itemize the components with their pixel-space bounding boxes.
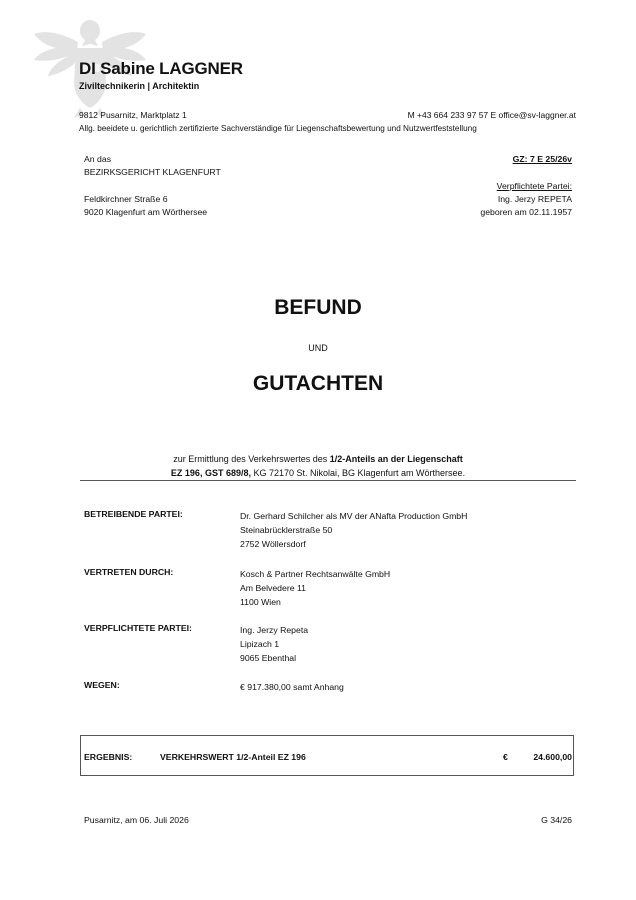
party-value: [240, 567, 390, 609]
footer-place-date: Pusarnitz, am 06. Juli 2026: [84, 815, 189, 825]
title-befund: BEFUND: [274, 296, 362, 319]
letterhead-subtitle: Ziviltechnikerin | Architektin: [79, 81, 200, 91]
party-value: [240, 680, 344, 694]
party-line: 9065 Ebenthal: [240, 653, 297, 663]
party-label: VERPFLICHTETE PARTEI:: [84, 623, 192, 633]
purpose-text: [0, 452, 636, 480]
party-label: WEGEN:: [84, 680, 120, 690]
recipient-city: 9020 Klagenfurt am Wörthersee: [84, 207, 208, 217]
title-und: UND: [308, 343, 328, 353]
recipient-block: [84, 153, 221, 219]
letterhead-address: 9812 Pusarnitz, Marktplatz 1: [79, 110, 187, 120]
recipient-line: An das: [84, 154, 112, 164]
result-box: [80, 735, 574, 776]
divider: [80, 480, 576, 481]
party-label: VERTRETEN DURCH:: [84, 567, 174, 577]
case-block: [480, 153, 572, 219]
result-amount: 24.600,00: [533, 752, 572, 762]
result-text: VERKEHRSWERT 1/2-Anteil EZ 196: [160, 752, 306, 762]
party-value: [240, 509, 467, 551]
result-label: ERGEBNIS:: [84, 752, 133, 762]
letterhead-certification: Allg. beeidete u. gerichtlich zertifizierte Sachverständige für Liegenschaftsbewertung und Nutzwertfeststellung: [79, 124, 477, 133]
footer-reference: G 34/26: [541, 815, 572, 825]
party-line: € 917.380,00 samt Anhang: [240, 682, 344, 692]
party-line: Lipizach 1: [240, 639, 280, 649]
obligated-party-name: Ing. Jerzy REPETA: [497, 194, 572, 204]
party-line: Kosch & Partner Rechtsanwälte GmbH: [240, 569, 391, 579]
purpose-line2-normal: KG 72170 St. Nikolai, BG Klagenfurt am Wörthersee.: [250, 468, 466, 478]
party-line: Am Belvedere 11: [240, 583, 306, 593]
title-gutachten: GUTACHTEN: [252, 372, 384, 395]
case-number: GZ: 7 E 25/26v: [512, 154, 572, 164]
party-line: Dr. Gerhard Schilcher als MV der ANafta Production GmbH: [240, 511, 468, 521]
party-line: 2752 Wöllersdorf: [240, 539, 306, 549]
letterhead-contact: M +43 664 233 97 57 E office@sv-laggner.at: [407, 110, 576, 120]
party-line: 1100 Wien: [240, 597, 281, 607]
party-label: BETREIBENDE PARTEI:: [84, 509, 183, 519]
purpose-line1-normal: zur Ermittlung des Verkehrswertes des: [173, 454, 330, 464]
recipient-court: BEZIRKSGERICHT KLAGENFURT: [84, 167, 221, 177]
purpose-line2-bold: EZ 196, GST 689/8,: [170, 468, 251, 478]
obligated-party-birth: geboren am 02.11.1957: [480, 207, 572, 217]
recipient-street: Feldkirchner Straße 6: [84, 194, 168, 204]
letterhead-name: DI Sabine LAGGNER: [79, 59, 243, 78]
party-line: Ing. Jerzy Repeta: [240, 625, 309, 635]
result-currency: €: [503, 752, 508, 762]
party-line: Steinabrücklerstraße 50: [240, 525, 333, 535]
party-value: [240, 623, 308, 665]
obligated-party-label: Verpflichtete Partei:: [496, 181, 572, 191]
purpose-line1-bold: 1/2-Anteils an der Liegenschaft: [329, 454, 463, 464]
